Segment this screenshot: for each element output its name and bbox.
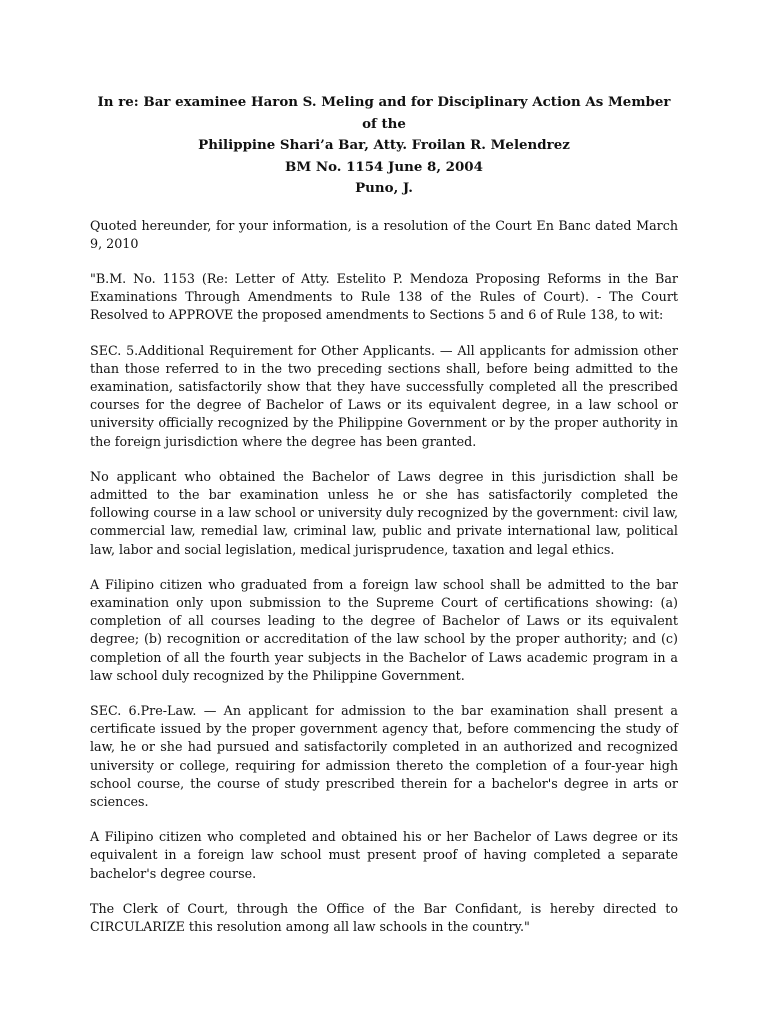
paragraph-foreign-graduate: A Filipino citizen who graduated from a foreign law school shall be admitted to the bar examination only upon submission to the Supreme Court of certifications showing: (a) completion of all courses leading to the degree of Bachelor of Laws or its equivalent degree; (b) recognition or accreditation of the law school by the proper authority; and (c) completion of all the fourth year subjects in the Bachelor of Laws academic program in a law school duly recognized by the Philippine Government. [90, 576, 678, 683]
paragraph-intro: Quoted hereunder, for your information, is a resolution of the Court En Banc dated March 9, 2010 [90, 217, 678, 251]
paragraph-circularize: The Clerk of Court, through the Office of the Bar Confidant, is hereby directed to CIRCULARIZE this resolution among all law schools in the country." [90, 900, 678, 934]
paragraph-foreign-bachelor: A Filipino citizen who completed and obtained his or her Bachelor of Laws degree or its equivalent in a foreign law school must present proof of having completed a separate bachelor's degree course. [90, 829, 678, 881]
paragraph-sec-6: SEC. 6.Pre-Law. — An applicant for admission to the bar examination shall present a certificate issued by the proper government agency that, before commencing the study of law, he or she had pursued and satisfactorily completed in an authorized and recognized university or college, requiring for admission thereto the completion of a four-year high school course, the course of study prescribed therein for a bachelor's degree in arts or sciences. [90, 702, 678, 809]
paragraph-domestic-requirement: No applicant who obtained the Bachelor of Laws degree in this jurisdiction shall be admitted to the bar examination unless he or she has satisfactorily completed the following course in a law school or university duly recognized by the government: civil law, commercial law, remedial law, criminal law, public and private international law, political law, labor and social legislation, medical jurisprudence, taxation and legal ethics. [90, 468, 678, 557]
case-heading [90, 92, 678, 200]
case-title-line-2: Philippine Shari’a Bar, Atty. Froilan R. Melendrez [198, 137, 570, 153]
paragraph-resolution: "B.M. No. 1153 (Re: Letter of Atty. Estelito P. Mendoza Proposing Reforms in the Bar Examinations Through Amendments to Rule 138 of the Rules of Court). - The Court Resolved to APPROVE the proposed amendments to Sections 5 and 6 of Rule 138, to wit: [90, 270, 678, 323]
case-number-date: BM No. 1154 June 8, 2004 [285, 158, 483, 175]
ponente: Puno, J. [355, 180, 413, 196]
paragraph-sec-5: SEC. 5.Additional Requirement for Other Applicants. — All applicants for admission other than those referred to in the two preceding sections shall, before being admitted to the examination, satisfactorily show that they have successfully completed all the prescribed courses for the degree of Bachelor of Laws or its equivalent degree, in a law school or university officially recognized by the Philippine Government or by the proper authority in the foreign jurisdiction where the degree has been granted. [90, 342, 678, 449]
case-title-line-1: In re: Bar examinee Haron S. Meling and for Disciplinary Action As Member of the [97, 94, 671, 132]
document-page [90, 92, 678, 953]
